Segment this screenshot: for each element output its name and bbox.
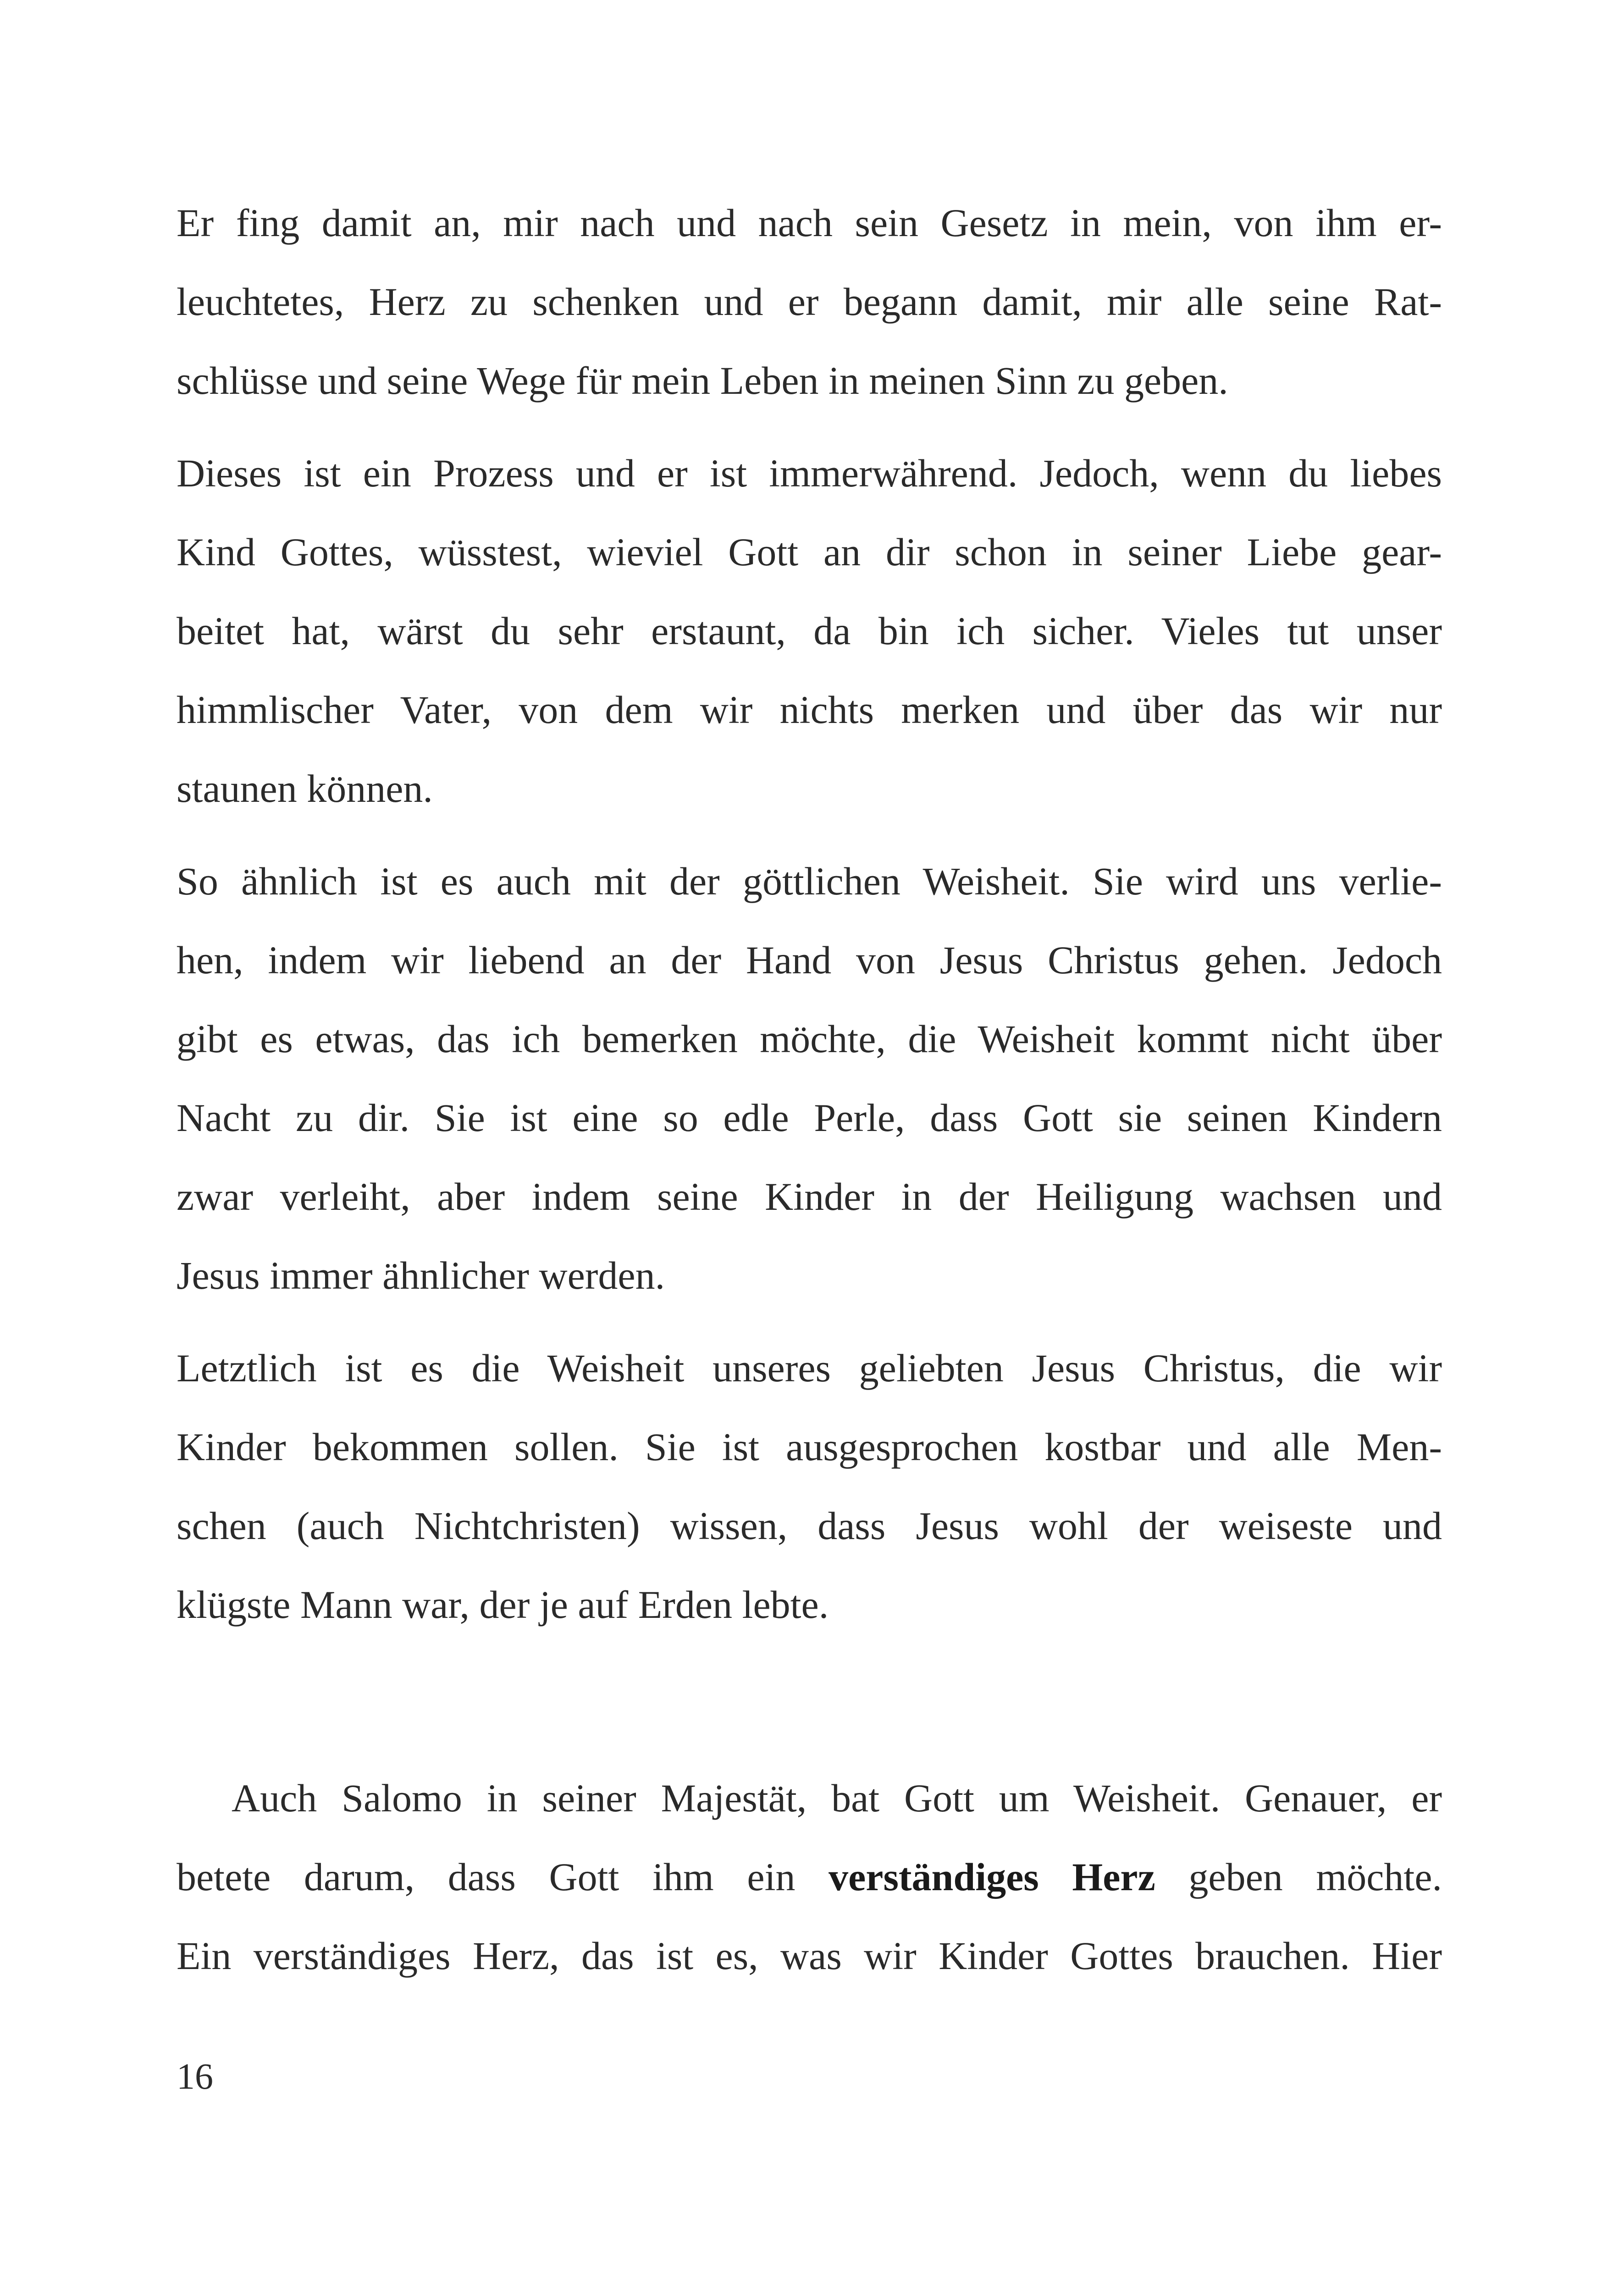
text-line: himmlischer Vater, von dem wir nichts merken und über das wir nur xyxy=(177,688,1442,732)
text-line: leuchtetes, Herz zu schenken und er begann damit, mir alle seine Rat- xyxy=(177,280,1442,324)
text-line: Er fing damit an, mir nach und nach sein Gesetz in mein, von ihm er- xyxy=(177,201,1442,245)
text-line: Kind Gottes, wüsstest, wieviel Gott an dir schon in seiner Liebe gear- xyxy=(177,530,1442,574)
text-line xyxy=(177,1837,1442,1916)
text-line: Letztlich ist es die Weisheit unseres geliebten Jesus Christus, die wir xyxy=(177,1346,1442,1390)
text-run: betete darum, dass Gott ihm ein xyxy=(177,1855,829,1899)
text-line: Jesus immer ähnlicher werden. xyxy=(177,1253,665,1297)
text-line: klügste Mann war, der je auf Erden lebte. xyxy=(177,1583,829,1627)
text-line: So ähnlich ist es auch mit der göttlichen Weisheit. Sie wird uns verlie- xyxy=(177,859,1442,903)
text-line: hen, indem wir liebend an der Hand von Jesus Christus gehen. Jedoch xyxy=(177,938,1442,982)
paragraph-4 xyxy=(177,1329,1442,1644)
text-line: schlüsse und seine Wege für mein Leben in meinen Sinn zu geben. xyxy=(177,359,1228,403)
text-line xyxy=(177,1759,1442,1837)
text-line: beitet hat, wärst du sehr erstaunt, da bin ich sicher. Vieles tut unser xyxy=(177,609,1442,653)
paragraph-1 xyxy=(177,183,1442,420)
text-line: staunen können. xyxy=(177,767,433,811)
text-run: Auch Salomo in seiner Majestät, bat Gott um Weisheit. Genauer, er xyxy=(232,1776,1442,1820)
paragraph-5 xyxy=(177,1759,1442,1995)
text-run: geben möchte. xyxy=(1155,1855,1442,1899)
text-line: Nacht zu dir. Sie ist eine so edle Perle, dass Gott sie seinen Kindern xyxy=(177,1096,1442,1140)
text-line: Kinder bekommen sollen. Sie ist ausgesprochen kostbar und alle Men- xyxy=(177,1425,1442,1469)
text-line: Ein verständiges Herz, das ist es, was wir Kinder Gottes brauchen. Hier xyxy=(177,1934,1442,1978)
paragraph-3 xyxy=(177,842,1442,1315)
text-line: Dieses ist ein Prozess und er ist immerwährend. Jedoch, wenn du liebes xyxy=(177,451,1442,495)
text-line: schen (auch Nichtchristen) wissen, dass Jesus wohl der weiseste und xyxy=(177,1504,1442,1548)
paragraph-2 xyxy=(177,434,1442,828)
page-number: 16 xyxy=(177,2057,213,2097)
body-text xyxy=(177,183,1442,1995)
section-break xyxy=(177,1644,1442,1759)
text-line: zwar verleiht, aber indem seine Kinder in der Heiligung wachsen und xyxy=(177,1175,1442,1219)
emphasis-text: verständiges Herz xyxy=(829,1855,1155,1899)
text-line: gibt es etwas, das ich bemerken möchte, die Weisheit kommt nicht über xyxy=(177,1017,1442,1061)
